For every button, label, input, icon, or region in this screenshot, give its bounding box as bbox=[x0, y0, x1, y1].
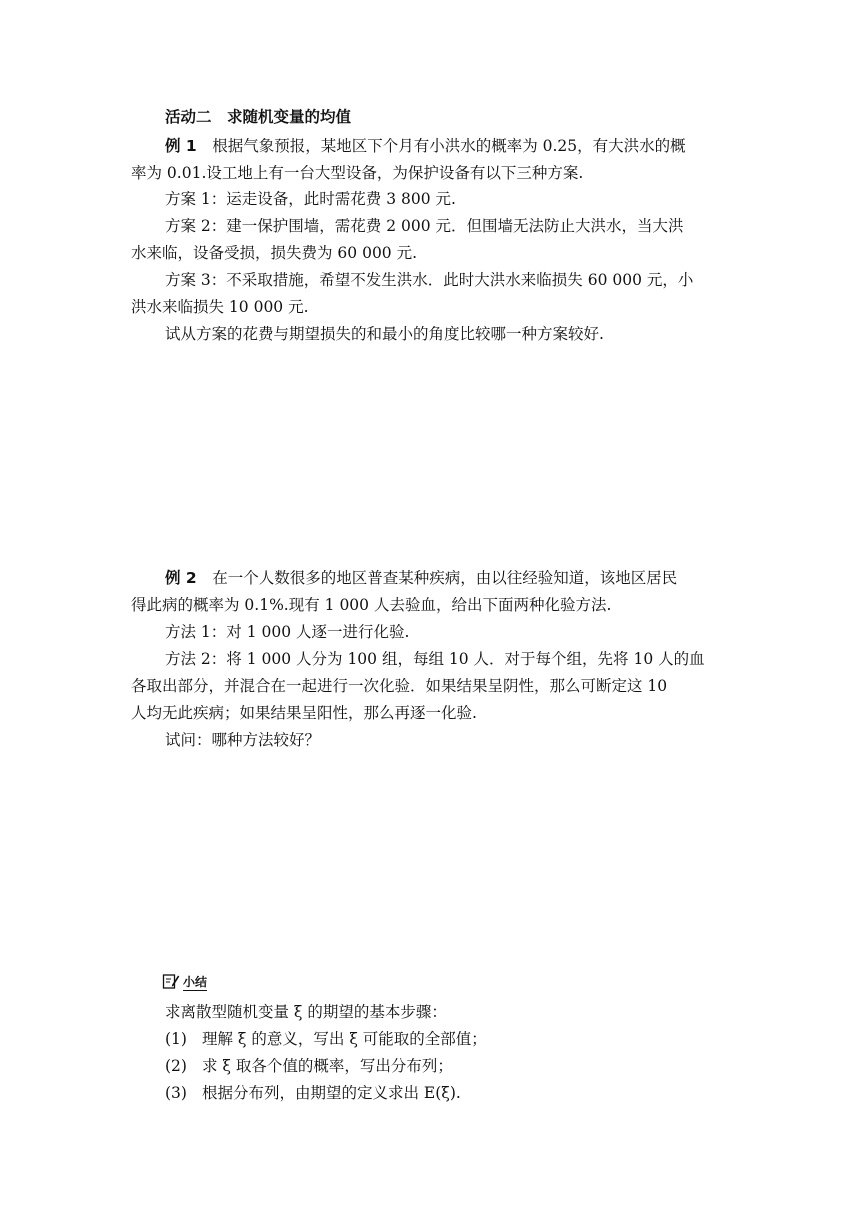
step-number: (1) bbox=[165, 1030, 187, 1048]
example1-plan2-line2: 水来临，设备受损，损失费为 60 000 元. bbox=[131, 244, 418, 262]
example2-method2-line1: 方法 2：将 1 000 人分为 100 组，每组 10 人．对于每个组，先将 10 人的血 bbox=[165, 650, 705, 668]
example1-plan2-line1: 方案 2：建一保护围墙，需花费 2 000 元．但围墙无法防止大洪水，当大洪 bbox=[165, 217, 684, 235]
activity-title: 活动二 求随机变量的均值 bbox=[165, 108, 352, 126]
example1-plan3-line2: 洪水来临损失 10 000 元. bbox=[131, 298, 309, 316]
example1-text-line2: 率为 0.01.设工地上有一台大型设备，为保护设备有以下三种方案. bbox=[131, 164, 584, 182]
summary-step bbox=[165, 1056, 453, 1076]
summary-intro: 求离散型随机变量 ξ 的期望的基本步骤： bbox=[165, 1003, 447, 1021]
example1-text-line1: 根据气象预报，某地区下个月有小洪水的概率为 0.25，有大洪水的概 bbox=[196, 137, 686, 155]
pencil-note-icon bbox=[162, 972, 180, 994]
step-text: 求 ξ 取各个值的概率，写出分布列； bbox=[202, 1057, 453, 1075]
example2-label: 例 2 bbox=[165, 569, 197, 587]
example2-question: 试问：哪种方法较好？ bbox=[165, 731, 321, 749]
example1-first-line bbox=[165, 136, 686, 156]
example2-method2-line3: 人均无此疾病；如果结果呈阳性，那么再逐一化验. bbox=[131, 704, 477, 722]
step-number: (2) bbox=[165, 1057, 187, 1075]
example1-label: 例 1 bbox=[165, 137, 197, 155]
summary-header bbox=[162, 972, 207, 994]
example2-text-line2: 得此病的概率为 0.1%.现有 1 000 人去验血，给出下面两种化验方法. bbox=[131, 596, 612, 614]
example1-plan3-line1: 方案 3：不采取措施，希望不发生洪水．此时大洪水来临损失 60 000 元，小 bbox=[165, 271, 694, 289]
example2-text-line1: 在一个人数很多的地区普查某种疾病，由以往经验知道，该地区居民 bbox=[196, 569, 678, 587]
summary-step bbox=[165, 1083, 461, 1103]
step-text: 理解 ξ 的意义，写出 ξ 可能取的全部值； bbox=[202, 1030, 487, 1048]
example2-first-line bbox=[165, 568, 677, 588]
example2-method1: 方法 1：对 1 000 人逐一进行化验. bbox=[165, 623, 410, 641]
example1-plan1: 方案 1：运走设备，此时需花费 3 800 元. bbox=[165, 190, 456, 208]
example1-question: 试从方案的花费与期望损失的和最小的角度比较哪一种方案较好. bbox=[165, 325, 604, 343]
example2-method2-line2: 各取出部分，并混合在一起进行一次化验．如果结果呈阴性，那么可断定这 10 bbox=[131, 677, 668, 695]
summary-label: 小结 bbox=[183, 975, 208, 989]
summary-step bbox=[165, 1029, 487, 1049]
step-text: 根据分布列，由期望的定义求出 E(ξ). bbox=[202, 1084, 461, 1102]
step-number: (3) bbox=[165, 1084, 187, 1102]
